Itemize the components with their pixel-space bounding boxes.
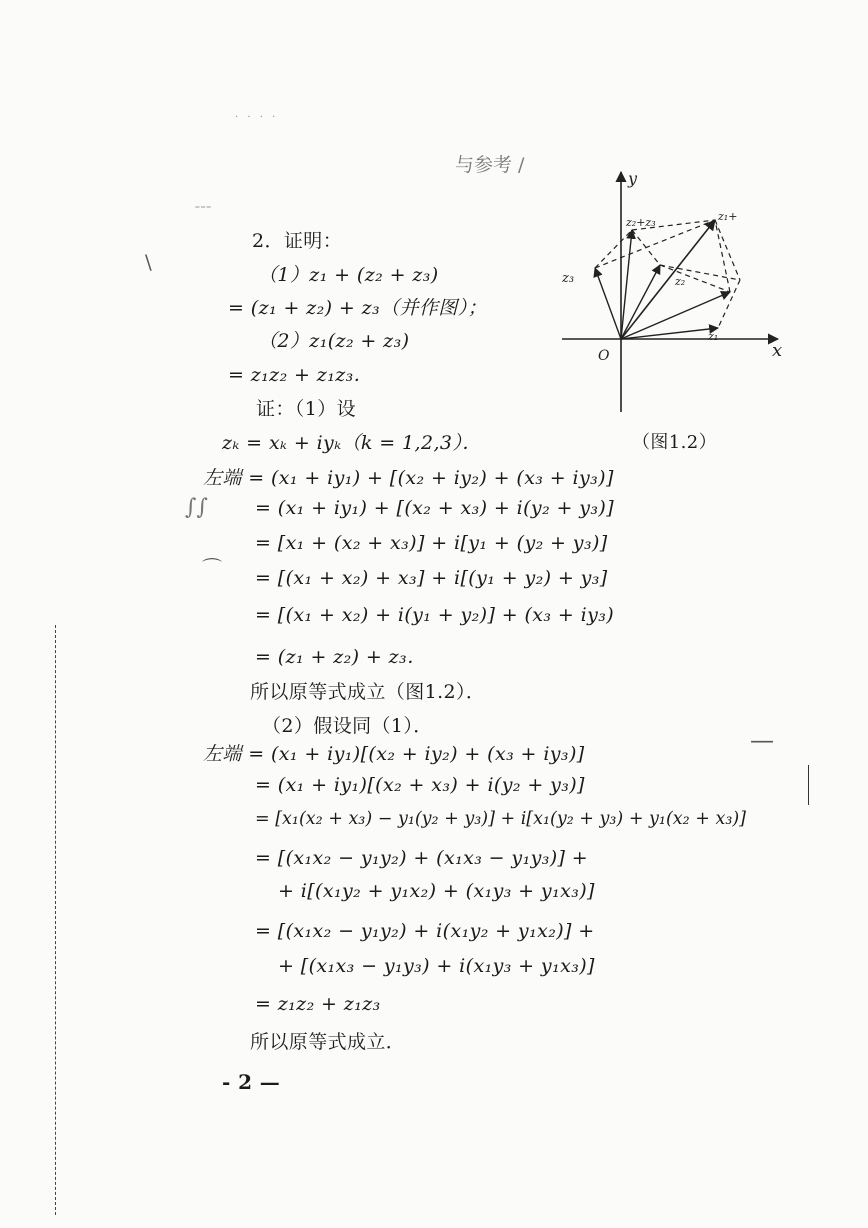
label-origin: O bbox=[598, 348, 610, 364]
proof1-step5: = (z₁ + z₂) + z₃． bbox=[255, 646, 427, 668]
label-z2-plus-z3: z₂+z₃ bbox=[626, 216, 656, 229]
proof2-step4-cont: + [(x₁x₃ − y₁y₃) + i(x₁y₃ + y₁x₃)] bbox=[278, 955, 595, 977]
proof2-step5: = z₁z₂ + z₁z₃ bbox=[255, 993, 381, 1015]
proof2-intro: （2）假设同（1）． bbox=[262, 715, 433, 737]
margin-curve: ⌒ bbox=[202, 556, 222, 580]
proof1-step0: 左端 = (x₁ + iy₁) + [(x₂ + iy₂) + (x₃ + iy₃)] bbox=[203, 467, 614, 489]
scan-smudge-top: · · · · bbox=[235, 112, 279, 123]
proof1-conclusion: 所以原等式成立（图1.2）． bbox=[250, 681, 486, 703]
scan-smudge-left: ﹍ bbox=[190, 184, 217, 214]
proof2-step3: = [(x₁x₂ − y₁y₂) + (x₁x₃ − y₁y₃)] + bbox=[255, 847, 589, 869]
proof2-step0: 左端 = (x₁ + iy₁)[(x₂ + iy₂) + (x₃ + iy₃)] bbox=[203, 743, 585, 765]
proof2-step3-cont: + i[(x₁y₂ + y₁x₂) + (x₁y₃ + y₁x₃)] bbox=[278, 880, 595, 902]
left-cut-line bbox=[55, 625, 56, 1215]
proof2-conclusion: 所以原等式成立． bbox=[250, 1031, 406, 1053]
proof-definition: zₖ = xₖ + iyₖ（k = 1,2,3）． bbox=[222, 432, 482, 454]
problem-heading: 2．证明： bbox=[252, 230, 343, 252]
page-number: - 2 — bbox=[222, 1070, 281, 1094]
proof1-step1: = (x₁ + iy₁) + [(x₂ + x₃) + i(y₂ + y₃)] bbox=[255, 497, 615, 519]
vector-diagram bbox=[550, 150, 810, 420]
label-z3: z₃ bbox=[562, 271, 575, 286]
label-y: y bbox=[628, 169, 638, 188]
proof2-step4: = [(x₁x₂ − y₁y₂) + i(x₁y₂ + y₁x₂)] + bbox=[255, 920, 595, 942]
right-margin-bar bbox=[808, 765, 809, 805]
problem-part1-rhs: = (z₁ + z₂) + z₃（并作图）； bbox=[228, 297, 487, 319]
figure-caption: （图1.2） bbox=[632, 432, 718, 453]
margin-squiggle: ∫∫ bbox=[185, 495, 208, 520]
problem-part1: （1）z₁ + (z₂ + z₃) bbox=[258, 264, 439, 286]
construction-lines bbox=[595, 220, 740, 328]
dash-mark-right: — bbox=[750, 726, 774, 754]
vector-z3 bbox=[595, 268, 621, 339]
scan-smudge-header: 与参考 / bbox=[455, 154, 525, 176]
label-z1: z₁ bbox=[708, 330, 719, 343]
proof1-step4: = [(x₁ + x₂) + i(y₁ + y₂)] + (x₃ + iy₃) bbox=[255, 604, 615, 626]
vector-z1 bbox=[621, 328, 718, 339]
problem-part2: （2）z₁(z₂ + z₃) bbox=[258, 330, 410, 352]
problem-part2-rhs: = z₁z₂ + z₁z₃． bbox=[228, 364, 374, 386]
label-x: x bbox=[772, 340, 783, 361]
proof1-step2: = [x₁ + (x₂ + x₃)] + i[y₁ + (y₂ + y₃)] bbox=[255, 532, 608, 554]
margin-tick: \ bbox=[145, 250, 152, 274]
label-z1-plus: z₁+ bbox=[718, 210, 738, 223]
proof-intro: 证：（1）设 bbox=[256, 398, 356, 420]
proof2-step2: = [x₁(x₂ + x₃) − y₁(y₂ + y₃)] + i[x₁(y₂ + y₃) + y₁(x₂ + x₃)] bbox=[255, 809, 746, 829]
vector-z1-z2-z3 bbox=[621, 220, 715, 339]
label-z2: z₂ bbox=[675, 275, 686, 288]
proof2-step1: = (x₁ + iy₁)[(x₂ + x₃) + i(y₂ + y₃)] bbox=[255, 774, 585, 796]
proof1-step3: = [(x₁ + x₂) + x₃] + i[(y₁ + y₂) + y₃] bbox=[255, 567, 608, 589]
